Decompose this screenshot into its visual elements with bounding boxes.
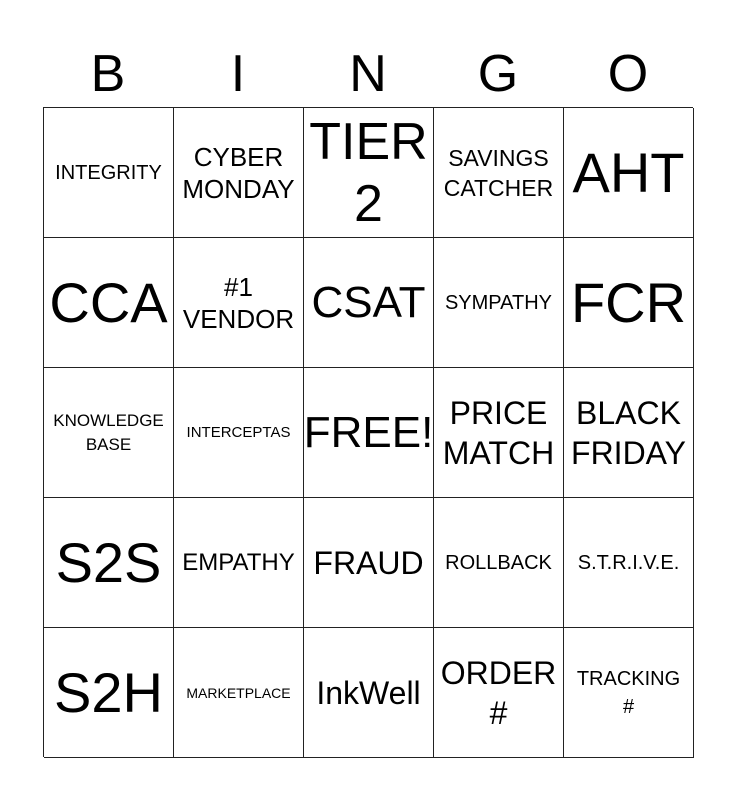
cell-label: TIER 2 xyxy=(309,112,428,233)
header-letter-b: B xyxy=(90,45,126,103)
bingo-cell[interactable] xyxy=(174,108,304,238)
bingo-cell[interactable] xyxy=(304,628,434,758)
cell-label: S.T.R.I.V.E. xyxy=(577,551,680,574)
cell-label: ORDER # xyxy=(440,654,557,731)
bingo-cell[interactable] xyxy=(304,108,434,238)
bingo-cell[interactable] xyxy=(44,368,174,498)
bingo-card-grid xyxy=(43,107,693,757)
header-letter-n: N xyxy=(349,45,387,103)
bingo-cell[interactable] xyxy=(434,238,564,368)
bingo-cell[interactable] xyxy=(174,628,304,758)
cell-label: S2H xyxy=(54,660,163,724)
cell-label: CSAT xyxy=(311,277,426,327)
bingo-cell[interactable] xyxy=(564,238,694,368)
bingo-cell[interactable] xyxy=(44,238,174,368)
cell-label: PRICE MATCH xyxy=(442,394,555,471)
bingo-cell[interactable] xyxy=(434,498,564,628)
cell-label: AHT xyxy=(572,140,685,204)
bingo-cell[interactable] xyxy=(564,628,694,758)
cell-label: InkWell xyxy=(316,674,421,711)
cell-label: INTEGRITY xyxy=(55,161,162,184)
cell-label: INTERCEPTAS xyxy=(186,423,291,441)
cell-label: SYMPATHY xyxy=(444,291,553,314)
cell-label: EMPATHY xyxy=(182,548,295,576)
cell-label: FRAUD xyxy=(313,544,424,581)
cell-label: KNOWLEDGE BASE xyxy=(53,410,164,454)
cell-label: CYBER MONDAY xyxy=(182,141,295,204)
cell-label: FREE! xyxy=(304,407,434,457)
bingo-header xyxy=(43,40,693,108)
cell-label: ROLLBACK xyxy=(445,551,552,574)
cell-label: S2S xyxy=(55,530,162,594)
bingo-cell[interactable] xyxy=(434,628,564,758)
header-letter-i: I xyxy=(230,45,246,103)
header-letter-g: G xyxy=(477,45,519,103)
bingo-cell[interactable] xyxy=(434,108,564,238)
bingo-cell[interactable] xyxy=(44,628,174,758)
bingo-cell[interactable] xyxy=(564,368,694,498)
bingo-cell[interactable] xyxy=(304,238,434,368)
bingo-cell[interactable] xyxy=(174,498,304,628)
header-letter-o: O xyxy=(607,45,649,103)
bingo-cell[interactable] xyxy=(434,368,564,498)
bingo-cell[interactable] xyxy=(174,238,304,368)
cell-label: CCA xyxy=(49,270,168,334)
bingo-cell[interactable] xyxy=(304,498,434,628)
cell-label: MARKETPLACE xyxy=(186,684,291,701)
bingo-cell[interactable] xyxy=(44,498,174,628)
bingo-cell[interactable] xyxy=(174,368,304,498)
bingo-cell[interactable] xyxy=(564,108,694,238)
cell-label: BLACK FRIDAY xyxy=(571,394,686,471)
cell-label: TRACKING # xyxy=(576,667,681,718)
bingo-cell[interactable] xyxy=(564,498,694,628)
cell-label: FCR xyxy=(570,270,687,334)
cell-label: SAVINGS CATCHER xyxy=(443,144,554,201)
cell-label: #1 VENDOR xyxy=(182,271,295,334)
bingo-cell[interactable] xyxy=(304,368,434,498)
bingo-cell[interactable] xyxy=(44,108,174,238)
